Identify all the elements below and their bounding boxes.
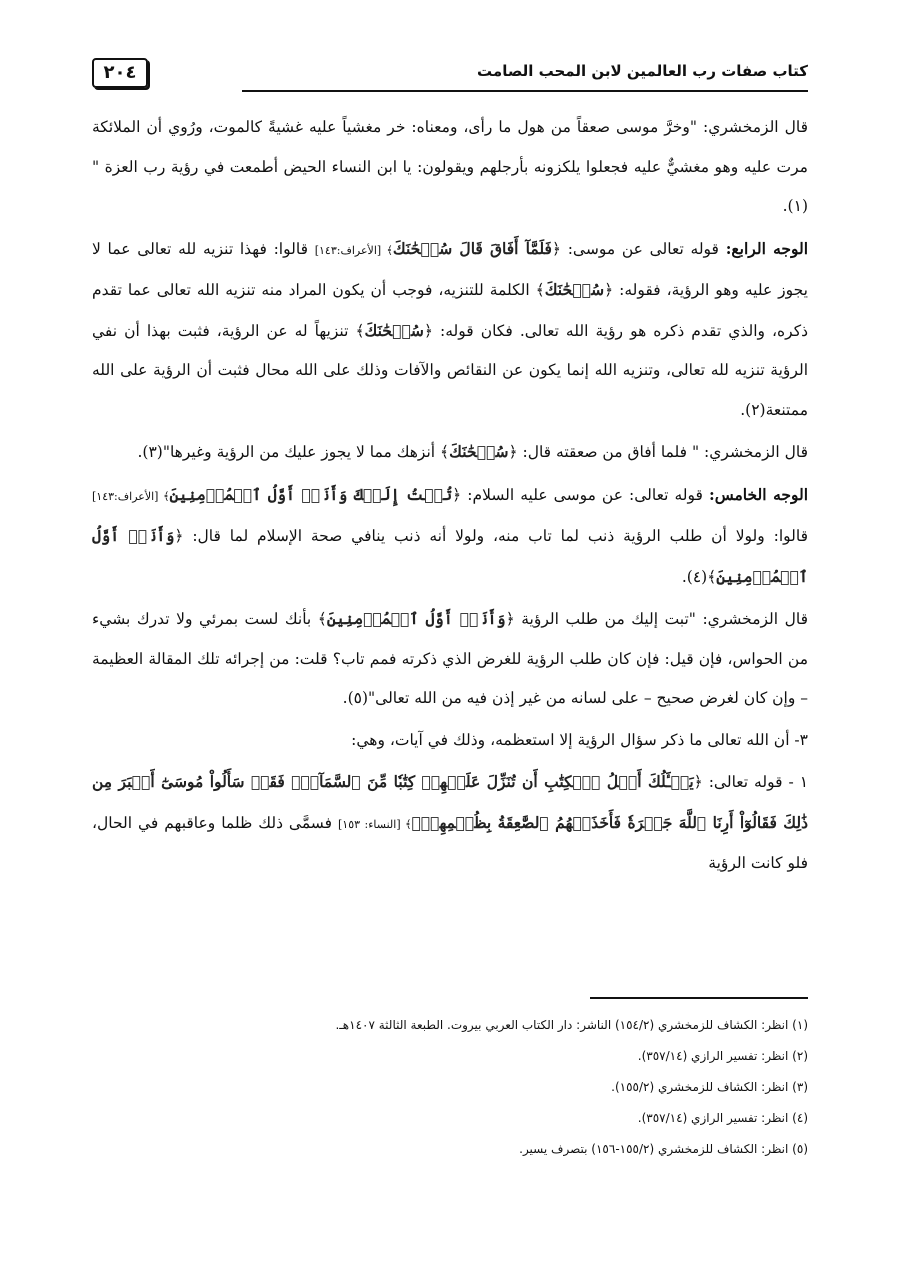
text-segment: ﴾(٤).: [681, 567, 717, 586]
page-number: ٢٠٤: [92, 58, 148, 88]
paragraph-point-3: ٣- أن الله تعالى ما ذكر سؤال الرؤية إلا استعظمه، وذلك في آيات، وهي:: [351, 730, 808, 749]
page-header: [92, 58, 808, 92]
quran-verse: يَسۡـَٔلُكَ أَهۡلُ ٱلۡكِتَٰبِ أَن تُنَزِّلَ عَلَيۡهِمۡ كِتَٰبٗا مِّنَ ٱلسَّمَآءِۚ فَقَدۡ سَأَلُواْ مُوسَىٰٓ أَكۡبَرَ مِن ذَٰلِكَ فَقَالُوٓاْ أَرِنَا ٱللَّهَ جَهۡرَةٗ فَأَخَذَتۡهُمُ ٱلصَّٰعِقَةُ بِظُلۡمِهِمۡۚ: [92, 772, 808, 832]
paragraph-fifth-aspect: [92, 475, 808, 598]
paragraph-zamakhshari-1: قال الزمخشري: "وخرَّ موسى صعقاً من هول ما رأى، ومعناه: خر مغشياً عليه غشيةً كالموت، ورُوي أن الملائكة مرت عليه وهو مغشيٌّ عليه فجعلوا يلكزونه بأرجلهم ويقولون: يا ابن النساء الحيض أطمعت في رؤية رب العزة "(١).: [92, 118, 808, 215]
quran-verse: وَأَنَا۠ أَوَّلُ ٱلۡمُؤۡمِنِينَ: [326, 609, 506, 628]
text-segment: قال الزمخشري: "تبت إليك من طلب الرؤية ﴿: [505, 610, 808, 628]
quran-verse: سُبۡحَٰنَكَ: [364, 320, 424, 340]
footnote-2: (٢) انظر: تفسير الرازي (٣٥٧/١٤).: [637, 1049, 808, 1063]
footnote-5: (٥) انظر: الكشاف للزمخشري (١٥٥/٢-١٥٦) بتصرف يسير.: [519, 1142, 808, 1156]
footnotes: [92, 1010, 808, 1165]
header-rule: [242, 90, 808, 92]
verse-reference: ﴾ [الأعراف:١٤٣]: [314, 243, 393, 257]
fourth-aspect-heading: الوجه الرابع:: [725, 238, 808, 258]
body-text: [92, 108, 808, 884]
footnote-3: (٣) انظر: الكشاف للزمخشري (١٥٥/٢).: [611, 1080, 808, 1094]
text-segment: قوله تعالى: عن موسى عليه السلام: ﴿: [452, 485, 703, 504]
text-segment: فسمَّى ذلك ظلما وعاقبهم في الحال، فلو كانت الرؤية: [92, 813, 808, 872]
quran-verse: فَلَمَّآ أَفَاقَ قَالَ سُبۡحَٰنَكَ: [392, 238, 552, 258]
fifth-aspect-heading: الوجه الخامس:: [709, 484, 808, 504]
quran-verse: سُبۡحَٰنَكَ: [544, 280, 605, 299]
text-segment: ﴾ أنزهك مما لا يجوز عليك من الرؤية وغيرها"(٣).: [137, 443, 450, 461]
text-segment: ١ - قوله تعالى: ﴿: [693, 773, 809, 791]
footnote-1: (١) انظر: الكشاف للزمخشري (١٥٤/٢) الناشر: دار الكتاب العربي بيروت. الطبعة الثالثة ١٤٠٧هـ.: [335, 1018, 808, 1032]
paragraph-zamakhshari-2: [92, 432, 808, 473]
paragraph-fourth-aspect: [92, 229, 808, 431]
text-segment: ﴾ بأنك لست بمرئي ولا تدرك بشيء من الحواس، فإن قيل: فإن كان طلب الرؤية للغرض الذي ذكرته فمم تاب؟ قلت: من إجرائه تلك المقالة العظيمة – وإن كان لغرض صحيح – على لسانه من غير إذن فيه من الله تعالى"(٥).: [92, 610, 808, 707]
verse-reference: ﴾ [النساء: ١٥٣]: [338, 817, 412, 831]
book-title: كتاب صفات رب العالمين لابن المحب الصامت: [477, 62, 808, 80]
text-segment: ﴾ الكلمة للتنزيه، فوجب أن يكون المراد منه تنزيه الله تعالى عما تقدم ذكره، والذي تقدم ذكره هو رؤية الله تعالى. فكان قوله: ﴿: [92, 281, 808, 340]
text-segment: قالوا: ولولا أن طلب الرؤية ذنب لما تاب منه، ولولا أنه ذنب ينافي صحة الإسلام لما قال: ﴿: [174, 527, 808, 545]
quran-verse: تُبۡتُ إِلَيۡكَ وَأَنَا۠ أَوَّلُ ٱلۡمُؤۡمِنِينَ: [169, 484, 453, 504]
text-segment: ﴾ تنزيهاً له عن الرؤية، فثبت بهذا أن نفي الرؤية تنزيه لله تعالى، وتنزيه الله إنما يكون عن النقائص والآفات وذلك على الله محال فثبت أن الرؤية على الله ممتنعة(٢).: [92, 321, 808, 419]
paragraph-zamakhshari-3: [92, 599, 808, 719]
text-segment: قوله تعالى عن موسى: ﴿: [551, 239, 719, 258]
footnote-4: (٤) انظر: تفسير الرازي (٣٥٧/١٤).: [637, 1111, 808, 1125]
quran-verse: سُبۡحَٰنَكَ: [449, 442, 509, 461]
verse-reference: ﴾ [الأعراف:١٤٣]: [92, 489, 170, 503]
footnote-separator: [590, 997, 808, 999]
paragraph-verse-1: [92, 762, 808, 884]
text-segment: قال الزمخشري: " فلما أفاق من صعقته قال: ﴿: [508, 443, 808, 461]
quran-verse: وَأَنَا۠ أَوَّلُ ٱلۡمُؤۡمِنِينَ: [92, 526, 808, 586]
text-segment: قالوا: فهذا تنزيه لله تعالى عما لا يجوز عليه وهو الرؤية، فقوله: ﴿: [92, 239, 808, 299]
